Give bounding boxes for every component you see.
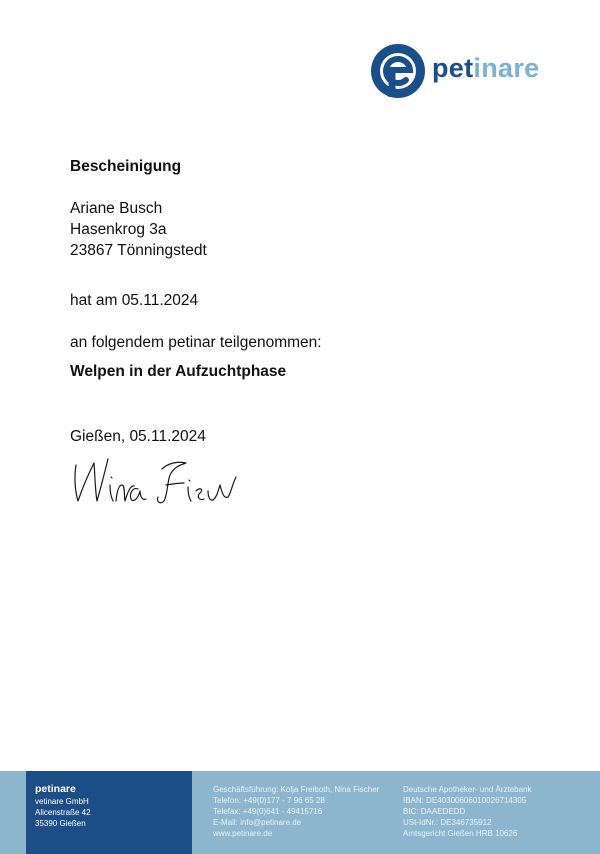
footer-vat: USt-IdNr.: DE346735912 <box>403 818 492 827</box>
place-and-date: Gießen, 05.11.2024 <box>70 428 206 445</box>
footer-bank: Deutsche Apotheker- und Ärztebank <box>403 785 532 794</box>
handwritten-signature <box>70 455 240 510</box>
footer-court: Amtsgericht Gießen HRB 10626 <box>403 829 518 838</box>
footer-bank-column <box>403 784 532 839</box>
course-title: Welpen in der Aufzuchtphase <box>70 363 287 380</box>
footer-street: Alicenstraße 42 <box>35 808 91 817</box>
footer-brand: petinare <box>35 783 76 795</box>
recipient-street: Hasenkrog 3a <box>70 221 167 238</box>
footer-iban: IBAN: DE40300606010026714305 <box>403 796 527 805</box>
footer-email: E-Mail: info@petinare.de <box>213 818 302 827</box>
petinare-e-circle-icon <box>370 43 426 99</box>
footer-contact-column <box>213 784 379 839</box>
petinare-logo <box>370 43 570 99</box>
attendance-date-line: hat am 05.11.2024 <box>70 292 199 309</box>
certificate-heading: Bescheinigung <box>70 158 182 175</box>
footer-company: vetinare GmbH <box>35 797 89 806</box>
footer-company-block <box>26 771 192 854</box>
logo-wordmark <box>432 53 539 84</box>
recipient-city: 23867 Tönningstedt <box>70 242 207 259</box>
footer-bic: BIC: DAAEDEDD <box>403 807 466 816</box>
footer-city: 35390 Gießen <box>35 819 86 828</box>
participation-line: an folgendem petinar teilgenommen: <box>70 334 322 351</box>
logo-text-part1: pet <box>432 53 474 83</box>
footer-management: Geschäftsführung: Kolja Freiboth, Nina Fischer <box>213 785 380 794</box>
footer-web: www.petinare.de <box>213 829 273 838</box>
footer-fax: Telefax: +49(0)641 - 49415716 <box>213 807 323 816</box>
recipient-name: Ariane Busch <box>70 200 163 217</box>
logo-text-part2: inare <box>473 53 540 83</box>
footer <box>0 771 600 854</box>
footer-phone: Telefon: +49(0)177 - 7 96 65 28 <box>213 796 325 805</box>
